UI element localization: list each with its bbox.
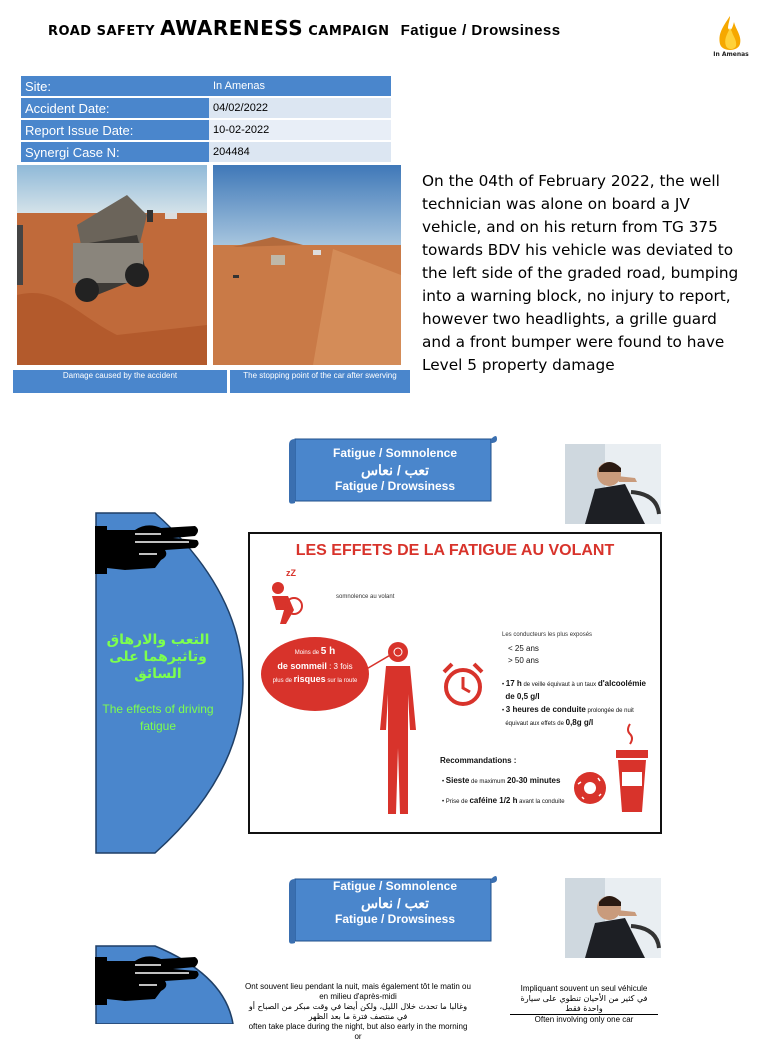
bottom-left-text	[245, 982, 471, 1042]
incident-description: On the 04th of February 2022, the well technician was alone on board a JV vehicle, and on his return from TG 375 towards BDV his vehicle was deviated to the left side of the graded road, bumping into a warning block, no injury to report, however two headlights, a grille guard and a front bumper were found to have Level 5 property damage	[422, 172, 739, 374]
bottom-right-ar: في كثير من الأحيان تنطوي على سيارة واحدة فقط	[520, 994, 648, 1013]
road-stop-photo	[213, 165, 401, 365]
page-header	[48, 16, 561, 40]
bottom-left-en: often take place during the night, but also early in the morning or	[248, 1022, 468, 1041]
logo-text: In Amenas	[713, 51, 749, 58]
incident-info-table	[21, 76, 391, 164]
side-label-arabic: التعب والارهاق وتاثيرهما على السائق	[106, 632, 210, 682]
fact-2d: 0,8g g/l	[565, 718, 594, 727]
svg-text:zZ: zZ	[286, 568, 296, 578]
reco-2b: caféine 1/2 h	[469, 796, 518, 805]
recommendation-nap: • Sieste de maximum 20-30 minutes	[442, 776, 561, 785]
coffee-cup-icon	[612, 720, 652, 814]
sleeping-driver-icon	[264, 566, 308, 628]
case-number-value: 204484	[209, 141, 391, 163]
bubble-text-g: sur la route	[325, 678, 358, 684]
site-value: In Amenas	[209, 76, 391, 97]
header-part3: CAMPAIGN	[303, 24, 395, 39]
fact-2c: équivaut aux effets de	[505, 721, 566, 727]
side-panel-bottom	[95, 945, 235, 1024]
drowsy-driver-photo	[565, 444, 661, 524]
bubble-text-d: : 3 fois	[326, 662, 353, 671]
alarm-clock-icon	[440, 660, 486, 710]
age-group-1: < 25 ans	[508, 644, 539, 653]
side-label-english: The effects of driving fatigue	[102, 702, 214, 733]
recommendations-title: Recommandations :	[440, 756, 517, 765]
somnolence-label: somnolence au volant	[336, 594, 395, 600]
infographic-title: LES EFFETS DE LA FATIGUE AU VOLANT	[295, 542, 615, 559]
bubble-text-c: de sommeil	[277, 661, 327, 671]
fact-alcohol: • 17 h de veille équivaut à un taux d'alcoolémie de 0,5 g/l	[502, 679, 646, 701]
accident-date-label: Accident Date:	[21, 97, 209, 119]
banner2-line-en: Fatigue / Drowsiness	[334, 912, 456, 926]
table-row	[21, 119, 391, 141]
banner-line-fr: Fatigue / Somnolence	[332, 446, 458, 460]
drowsy-driver-photo-2	[565, 878, 661, 958]
fact-1d: de 0,5 g/l	[505, 692, 540, 701]
fatigue-infographic	[248, 532, 662, 834]
bottom-left-ar: وغالبا ما تحدث خلال الليل، ولكن أيضا في وقت مبكر من الصباح أو في منتصف فترة ما بعد الظهر	[248, 1002, 468, 1021]
fact-1c: d'alcoolémie	[597, 679, 646, 688]
fact-2b: prolongée de nuit	[585, 708, 634, 714]
bottom-right-text	[510, 984, 658, 1025]
age-group-2: > 50 ans	[508, 656, 539, 665]
report-date-value: 10-02-2022	[209, 119, 391, 141]
site-label: Site:	[21, 76, 209, 97]
table-row	[21, 97, 391, 119]
sleep-risk-text	[268, 644, 362, 687]
side-panel-effects	[95, 512, 245, 854]
table-row	[21, 76, 391, 97]
header-awareness: AWARENESS	[160, 16, 304, 40]
scroll-banner-bottom-text	[300, 879, 490, 927]
banner-line-ar: تعب / نعاس	[360, 462, 430, 478]
table-row	[21, 141, 391, 163]
bubble-text-e: plus de	[272, 678, 294, 684]
reco-1a: Sieste	[445, 776, 470, 785]
banner2-line-fr: Fatigue / Somnolence	[332, 879, 458, 893]
fact-night-driving: • 3 heures de conduite prolongée de nuit équivaut aux effets de 0,8g g/l	[502, 705, 634, 727]
damaged-car-photo	[17, 165, 207, 365]
moon-icon	[478, 634, 490, 658]
header-part1: ROAD SAFETY	[48, 24, 161, 39]
banner2-line-ar: تعب / نعاس	[360, 895, 430, 911]
exposed-drivers-title: Les conducteurs les plus exposés	[502, 632, 593, 638]
bottom-right-en: Often involving only one car	[510, 1014, 658, 1025]
accident-date-value: 04/02/2022	[209, 97, 391, 119]
photo-caption-left: Damage caused by the accident	[13, 370, 227, 393]
reco-2a: Prise de	[445, 799, 470, 805]
banner-line-en: Fatigue / Drowsiness	[334, 479, 456, 493]
bubble-text-f: risques	[293, 674, 326, 684]
bubble-text-a: Moins de	[294, 650, 321, 656]
human-silhouette-icon	[368, 638, 424, 816]
fact-2a: 3 heures de conduite	[505, 705, 586, 714]
fact-1b: de veille équivaut à un taux	[521, 682, 598, 688]
scroll-banner-top-text	[300, 446, 490, 494]
bubble-text-b: 5 h	[320, 646, 336, 657]
bottom-left-fr: Ont souvent lieu pendant la nuit, mais également tôt le matin ou en milieu d'après-midi	[245, 982, 471, 1001]
header-topic: Fatigue / Drowsiness	[400, 22, 561, 39]
reco-1c: 20-30 minutes	[507, 776, 561, 785]
recommendation-caffeine: • Prise de caféine 1/2 h avant la conduite	[442, 796, 565, 805]
report-date-label: Report Issue Date:	[21, 119, 209, 141]
donut-icon	[572, 770, 608, 806]
bottom-right-fr: Impliquant souvent un seul véhicule	[520, 984, 648, 993]
case-number-label: Synergi Case N:	[21, 141, 209, 163]
reco-1b: de maximum	[469, 779, 508, 785]
photo-caption-right: The stopping point of the car after swerving	[230, 370, 410, 393]
reco-2c: avant la conduite	[517, 799, 565, 805]
fact-1a: 17 h	[505, 679, 522, 688]
